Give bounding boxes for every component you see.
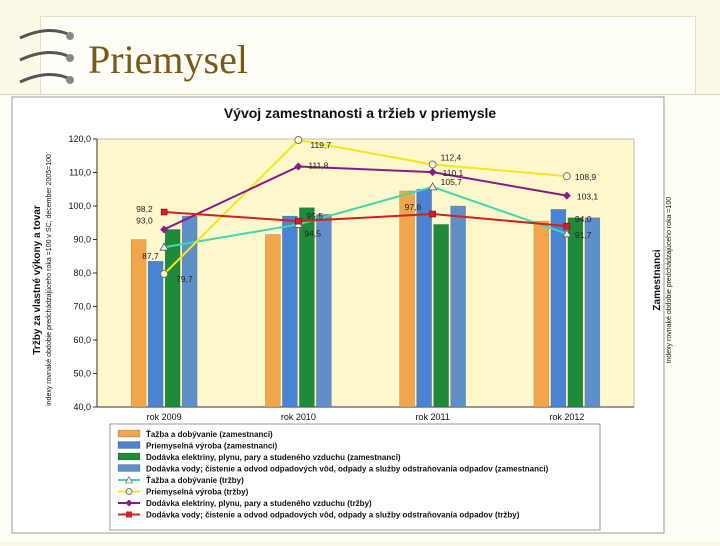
x-tick-label: rok 2010	[280, 412, 316, 422]
legend-label: Priemyselná výroba (zamestnanci)	[146, 441, 278, 451]
legend-label: Dodávka vody; čistenie a odvod odpadových vôd, odpady a služby odstraňovania odpadov (tržby)	[146, 510, 520, 520]
data-label: 94,5	[304, 228, 321, 239]
data-label: 119,7	[310, 140, 332, 151]
chart	[0, 95, 720, 541]
legend-label: Dodávka elektriny, plynu, pary a studeného vzduchu (tržby)	[146, 499, 372, 508]
bar	[400, 191, 415, 407]
data-label: 79,7	[176, 274, 193, 285]
y-tick-label: 80,0	[73, 268, 91, 278]
legend-label: Dodávka elektriny, plynu, pary a studeného vzduchu (zamestnanci)	[146, 453, 401, 462]
y-axis-right-sublabel: indexy rovnaké obdobie predchádzajúceho roka =100	[666, 196, 673, 364]
data-label: 91,7	[574, 229, 592, 240]
legend-swatch	[118, 465, 140, 472]
bar	[585, 218, 600, 407]
legend-marker	[126, 512, 132, 518]
data-label: 111,8	[308, 160, 329, 171]
chart-title: Vývoj zamestnanosti a tržieb v priemysle	[223, 105, 497, 121]
data-point	[564, 223, 570, 229]
x-tick-label: rok 2009	[146, 412, 182, 422]
data-label: 94,0	[574, 214, 592, 225]
data-label: 103,1	[576, 191, 599, 202]
data-label: 108,9	[574, 172, 597, 183]
legend-label: Ťažba a dobývanie (tržby)	[146, 476, 244, 485]
y-tick-label: 120,0	[68, 134, 91, 144]
y-tick-label: 40,0	[73, 402, 91, 412]
legend-marker	[126, 489, 132, 495]
legend-swatch	[118, 442, 140, 449]
y-axis-left-sublabel: indexy rovnaké obdobie predchádzajúceho roka =100 v SC; december 2005=100	[46, 154, 53, 406]
bar	[451, 206, 466, 407]
legend-label: Priemyselná výroba (tržby)	[146, 487, 249, 497]
y-tick-label: 60,0	[73, 335, 91, 345]
y-tick-label: 110,0	[69, 167, 91, 178]
bar	[282, 216, 297, 407]
y-tick-label: 90,0	[73, 234, 91, 245]
chart-frame	[0, 94, 720, 541]
y-axis-left-label: Tržby za vlastné výkony a tovar	[32, 205, 43, 355]
spiral-binding-icon	[10, 20, 76, 98]
bar	[434, 224, 449, 407]
legend-label: Ťažba a dobývanie (zamestnanci)	[146, 430, 273, 439]
data-label: 87,7	[142, 251, 159, 262]
y-tick-label: 70,0	[73, 301, 91, 312]
bar	[534, 221, 549, 407]
legend-swatch	[118, 453, 140, 460]
bar	[417, 189, 432, 407]
slide-title: Priemysel	[88, 37, 248, 82]
bar	[165, 229, 180, 407]
bar	[148, 261, 163, 407]
bar	[316, 214, 331, 407]
data-label: 105,7	[440, 176, 462, 187]
bar	[551, 209, 566, 407]
data-label: 110,1	[442, 168, 464, 179]
data-point	[161, 271, 168, 278]
x-tick-label: rok 2012	[549, 412, 585, 422]
data-point	[161, 209, 167, 215]
bar	[265, 234, 280, 407]
x-tick-label: rok 2011	[415, 412, 450, 422]
y-tick-label: 50,0	[73, 368, 91, 379]
y-tick-label: 100,0	[68, 201, 91, 211]
data-point	[429, 161, 436, 168]
data-point	[430, 211, 436, 217]
data-point	[295, 218, 301, 224]
data-label: 112,4	[440, 152, 462, 163]
data-label: 97,6	[404, 202, 422, 213]
data-point	[295, 137, 302, 144]
bar	[131, 240, 146, 408]
y-axis-right-label: Zamestnanci	[652, 249, 663, 311]
bar	[568, 218, 583, 407]
legend-label: Dodávka vody; čistenie a odvod odpadových vôd, odpady a služby odstraňovania odpadov (zamestnanci)	[146, 464, 549, 474]
legend-swatch	[118, 430, 140, 437]
data-point	[563, 173, 570, 180]
data-label: 98,2	[136, 204, 153, 215]
data-label: 95,5	[306, 211, 323, 222]
data-label: 93,0	[136, 215, 153, 226]
